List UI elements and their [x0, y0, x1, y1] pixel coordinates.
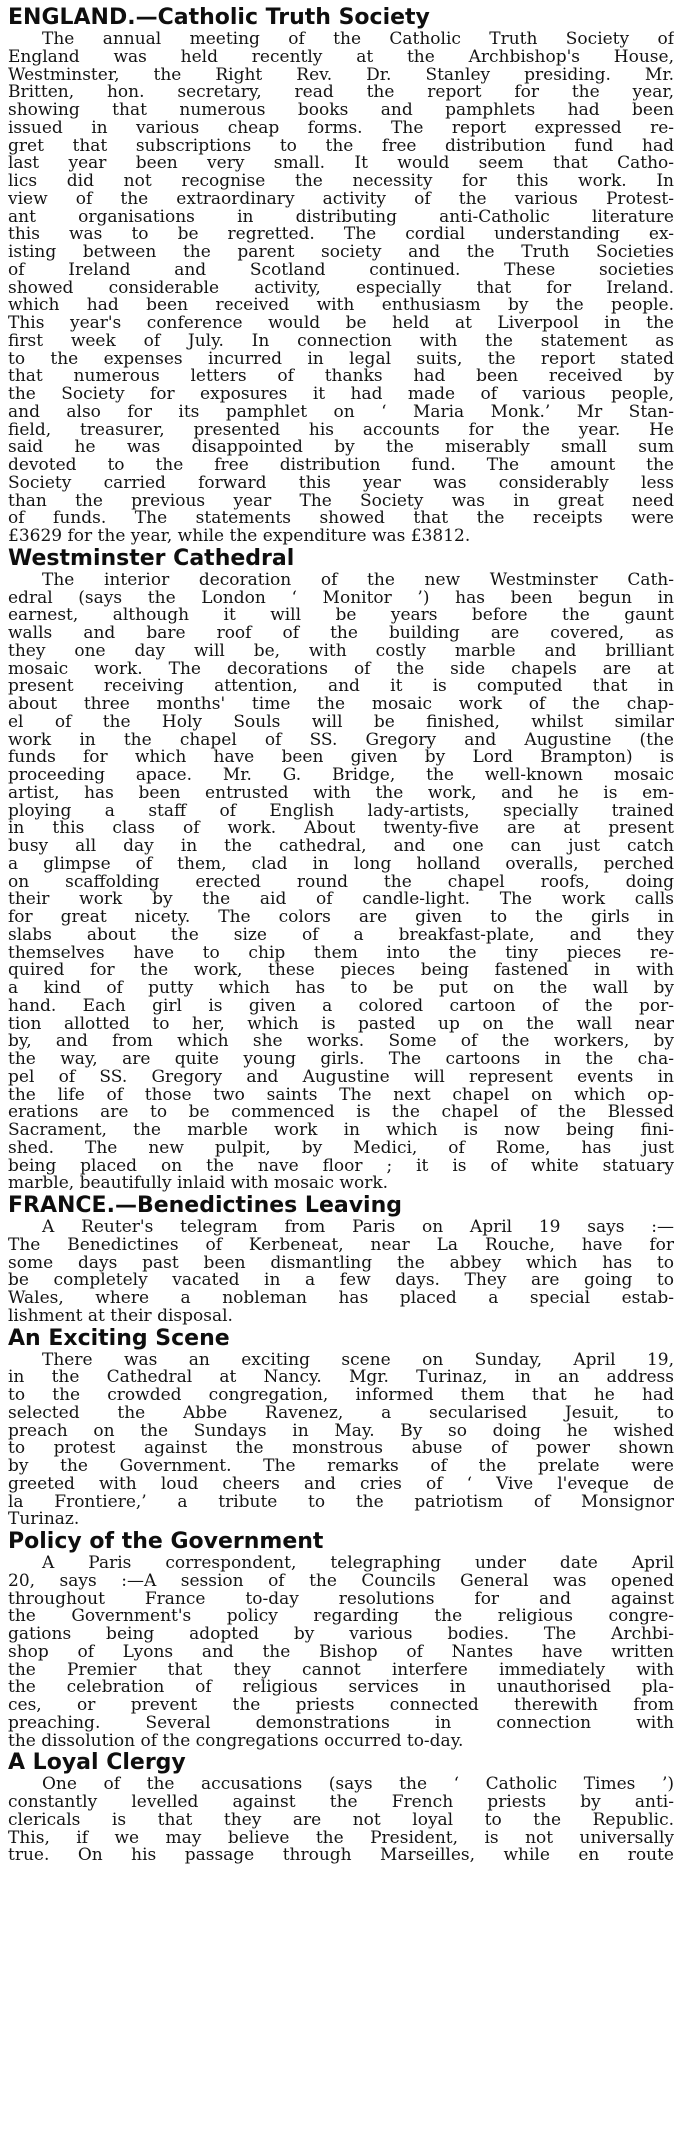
text-line: the life of those two saints The next chapel on which op- — [8, 1086, 674, 1105]
text-line: This, if we may believe the President, is not universally — [8, 1829, 674, 1848]
text-line: in the Cathedral at Nancy. Mgr. Turinaz, in an address — [8, 1369, 674, 1387]
text-line: by, and from which she works. Some of the workers, by — [8, 1033, 674, 1051]
article-body — [8, 1352, 674, 1530]
article-loyal-clergy — [8, 1750, 674, 1865]
text-line: of Ireland and Scotland continued. These societies — [8, 261, 674, 280]
text-line: themselves have to chip them into the tiny pieces re- — [8, 944, 674, 963]
text-line: ces, or prevent the priests connected therewith from — [8, 1697, 674, 1715]
text-line: clericals is that they are not loyal to the Republic. — [8, 1811, 674, 1830]
text-line: last year been very small. It would seem that Catho- — [8, 155, 674, 173]
text-line: quired for the work, these pieces being fastened in with — [8, 962, 674, 980]
text-line: showed considerable activity, especially that for Ireland. — [8, 279, 674, 298]
text-line: ploying a staff of English lady-artists, specially trained — [8, 802, 674, 821]
text-line: in this class of work. About twenty-five are at present — [8, 820, 674, 838]
text-line: tion allotted to her, which is pasted up on the wall near — [8, 1015, 674, 1034]
text-line: The Benedictines of Kerbeneat, near La Rouche, have for — [8, 1236, 674, 1255]
text-line: preaching. Several demonstrations in connection with — [8, 1714, 674, 1733]
text-line: England was held recently at the Archbishop's House, — [8, 48, 674, 67]
text-line: for great nicety. The colors are given to the girls in — [8, 909, 674, 927]
text-line: being placed on the nave floor ; it is of white statuary — [8, 1157, 674, 1176]
article-catholic-truth-society — [8, 5, 674, 546]
text-line: lics did not recognise the necessity for this work. In — [8, 173, 674, 191]
text-line: that numerous letters of thanks had been received by — [8, 368, 674, 386]
text-line: artist, has been entrusted with the work, and he is em- — [8, 784, 674, 803]
text-line: of funds. The statements showed that the receipts were — [8, 510, 674, 528]
text-line: throughout France to-day resolutions for and against — [8, 1590, 674, 1609]
text-line: the dissolution of the congregations occurred to-day. — [8, 1732, 464, 1751]
text-line: busy all day in the cathedral, and one can just catch — [8, 838, 674, 856]
text-line: gret that subscriptions to the free distribution fund had — [8, 137, 674, 156]
text-line: gations being adopted by various bodies. The Archbi- — [8, 1626, 674, 1644]
text-line: Sacrament, the marble work in which is now being fini- — [8, 1122, 674, 1140]
text-line: about three months' time the mosaic work of the chap- — [8, 696, 674, 714]
text-line: and also for its pamphlet on ‘ Maria Monk.’ Mr Stan- — [8, 403, 674, 422]
text-line: said he was disappointed by the miserably small sum — [8, 439, 674, 457]
text-line: they one day will be, with costly marble and brilliant — [8, 642, 674, 661]
text-line: showing that numerous books and pamphlets had been — [8, 102, 674, 120]
text-line: ant organisations in distributing anti-Catholic literature — [8, 208, 674, 227]
text-line: present receiving attention, and it is computed that in — [8, 678, 674, 696]
text-line: Turinaz. — [8, 1511, 80, 1529]
text-line: shop of Lyons and the Bishop of Nantes have written — [8, 1643, 674, 1662]
text-line: preach on the Sundays in May. By so doing he wished — [8, 1422, 674, 1441]
text-line: which had been received with enthusiasm by the people. — [8, 297, 674, 315]
text-line: This year's conference would be held at Liverpool in the — [8, 315, 674, 333]
text-line: to protest against the monstrous abuse of power shown — [8, 1440, 674, 1458]
text-line: a kind of putty which has to be put on the wall by — [8, 980, 674, 998]
article-body — [8, 31, 674, 546]
text-line: some days past been dismantling the abbey which has to — [8, 1254, 674, 1273]
text-line: the Government's policy regarding the religious congre- — [8, 1608, 674, 1626]
text-line: be completely vacated in a few days. They are going to — [8, 1272, 674, 1290]
text-line: isting between the parent society and the Truth Societies — [8, 244, 674, 262]
text-line: this was to be regretted. The cordial understanding ex- — [8, 226, 674, 244]
text-line: mosaic work. The decorations of the side chapels are at — [8, 660, 674, 679]
text-line: than the previous year The Society was in great need — [8, 492, 674, 511]
text-line: hand. Each girl is given a colored cartoon of the por- — [8, 997, 674, 1016]
text-line: true. On his passage through Marseilles, while en route — [8, 1847, 674, 1865]
article-westminster-cathedral — [8, 546, 674, 1193]
text-line: their work by the aid of candle-light. The work calls — [8, 891, 674, 909]
text-line: earnest, although it will be years before the gaunt — [8, 607, 674, 625]
text-line: devoted to the free distribution fund. The amount the — [8, 457, 674, 475]
article-heading: Westminster Cathedral — [8, 545, 295, 571]
text-line: to the crowded congregation, informed them that he had — [8, 1387, 674, 1405]
text-line: the celebration of religious services in unauthorised pla- — [8, 1679, 674, 1697]
text-line: pel of SS. Gregory and Augustine will represent events in — [8, 1068, 674, 1087]
text-line: view of the extraordinary activity of the various Protest- — [8, 190, 674, 209]
text-line: a glimpse of them, clad in long holland overalls, perched — [8, 855, 674, 874]
text-line: The annual meeting of the Catholic Truth Society of — [42, 31, 674, 49]
text-line: There was an exciting scene on Sunday, April 19, — [42, 1351, 674, 1370]
article-benedictines-leaving — [8, 1193, 674, 1326]
text-line: la Frontiere,’ a tribute to the patriotism of Monsignor — [8, 1493, 674, 1512]
text-line: work in the chapel of SS. Gregory and Augustine (the — [8, 731, 674, 750]
text-line: the way, are quite young girls. The cartoons in the cha- — [8, 1051, 674, 1069]
text-line: selected the Abbe Ravenez, a secularised Jesuit, to — [8, 1404, 674, 1423]
text-line: lishment at their disposal. — [8, 1307, 233, 1326]
text-line: One of the accusations (says the ‘ Catholic Times ’) — [42, 1776, 674, 1794]
text-line: Westminster, the Right Rev. Dr. Stanley presiding. Mr. — [8, 66, 674, 85]
text-line: greeted with loud cheers and cries of ‘ Vive l'eveque de — [8, 1475, 674, 1494]
text-line: A Paris correspondent, telegraphing under date April — [42, 1555, 674, 1573]
article-heading: FRANCE.—Benedictines Leaving — [8, 1193, 403, 1218]
article-body — [8, 1776, 674, 1865]
text-line: marble, beautifully inlaid with mosaic work. — [8, 1175, 389, 1193]
article-heading: ENGLAND.—Catholic Truth Society — [8, 5, 430, 30]
text-line: slabs about the size of a breakfast-plate, and they — [8, 926, 674, 945]
text-line: shed. The new pulpit, by Medici, of Rome, has just — [8, 1139, 674, 1158]
text-line: edral (says the London ‘ Monitor ’) has been begun in — [8, 589, 674, 608]
text-line: first week of July. In connection with the statement as — [8, 332, 674, 351]
text-line: issued in various cheap forms. The report expressed re- — [8, 119, 674, 138]
text-line: Wales, where a nobleman has placed a special estab- — [8, 1290, 674, 1308]
text-line: A Reuter's telegram from Paris on April 19 says :— — [42, 1219, 674, 1237]
text-line: £3629 for the year, while the expenditure was £3812. — [8, 528, 471, 546]
text-line: proceeding apace. Mr. G. Bridge, the well-known mosaic — [8, 767, 674, 785]
text-line: on scaffolding erected round the chapel roofs, doing — [8, 873, 674, 892]
text-line: the Premier that they cannot interfere immediately with — [8, 1661, 674, 1680]
text-line: Britten, hon. secretary, read the report for the year, — [8, 84, 674, 102]
article-body — [8, 1219, 674, 1326]
article-heading: An Exciting Scene — [8, 1325, 230, 1351]
text-line: el of the Holy Souls will be finished, whilst similar — [8, 713, 674, 732]
text-line: constantly levelled against the French priests by anti- — [8, 1794, 674, 1812]
text-line: erations are to be commenced is the chapel of the Blessed — [8, 1104, 674, 1122]
article-body — [8, 1555, 674, 1750]
text-line: walls and bare roof of the building are covered, as — [8, 625, 674, 643]
article-exciting-scene — [8, 1326, 674, 1530]
text-line: by the Government. The remarks of the prelate were — [8, 1458, 674, 1476]
text-line: to the expenses incurred in legal suits, the report stated — [8, 350, 674, 369]
text-line: the Society for exposures it had made of various people, — [8, 386, 674, 404]
text-line: The interior decoration of the new Westminster Cath- — [42, 571, 674, 590]
text-line: 20, says :—A session of the Councils General was opened — [8, 1572, 674, 1591]
article-heading: Policy of the Government — [8, 1529, 324, 1554]
text-line: Society carried forward this year was considerably less — [8, 474, 674, 493]
text-line: funds for which have been given by Lord Brampton) is — [8, 749, 674, 767]
article-heading: A Loyal Clergy — [8, 1750, 186, 1776]
article-policy-of-government — [8, 1529, 674, 1750]
article-body — [8, 572, 674, 1193]
text-line: field, treasurer, presented his accounts for the year. He — [8, 421, 674, 440]
